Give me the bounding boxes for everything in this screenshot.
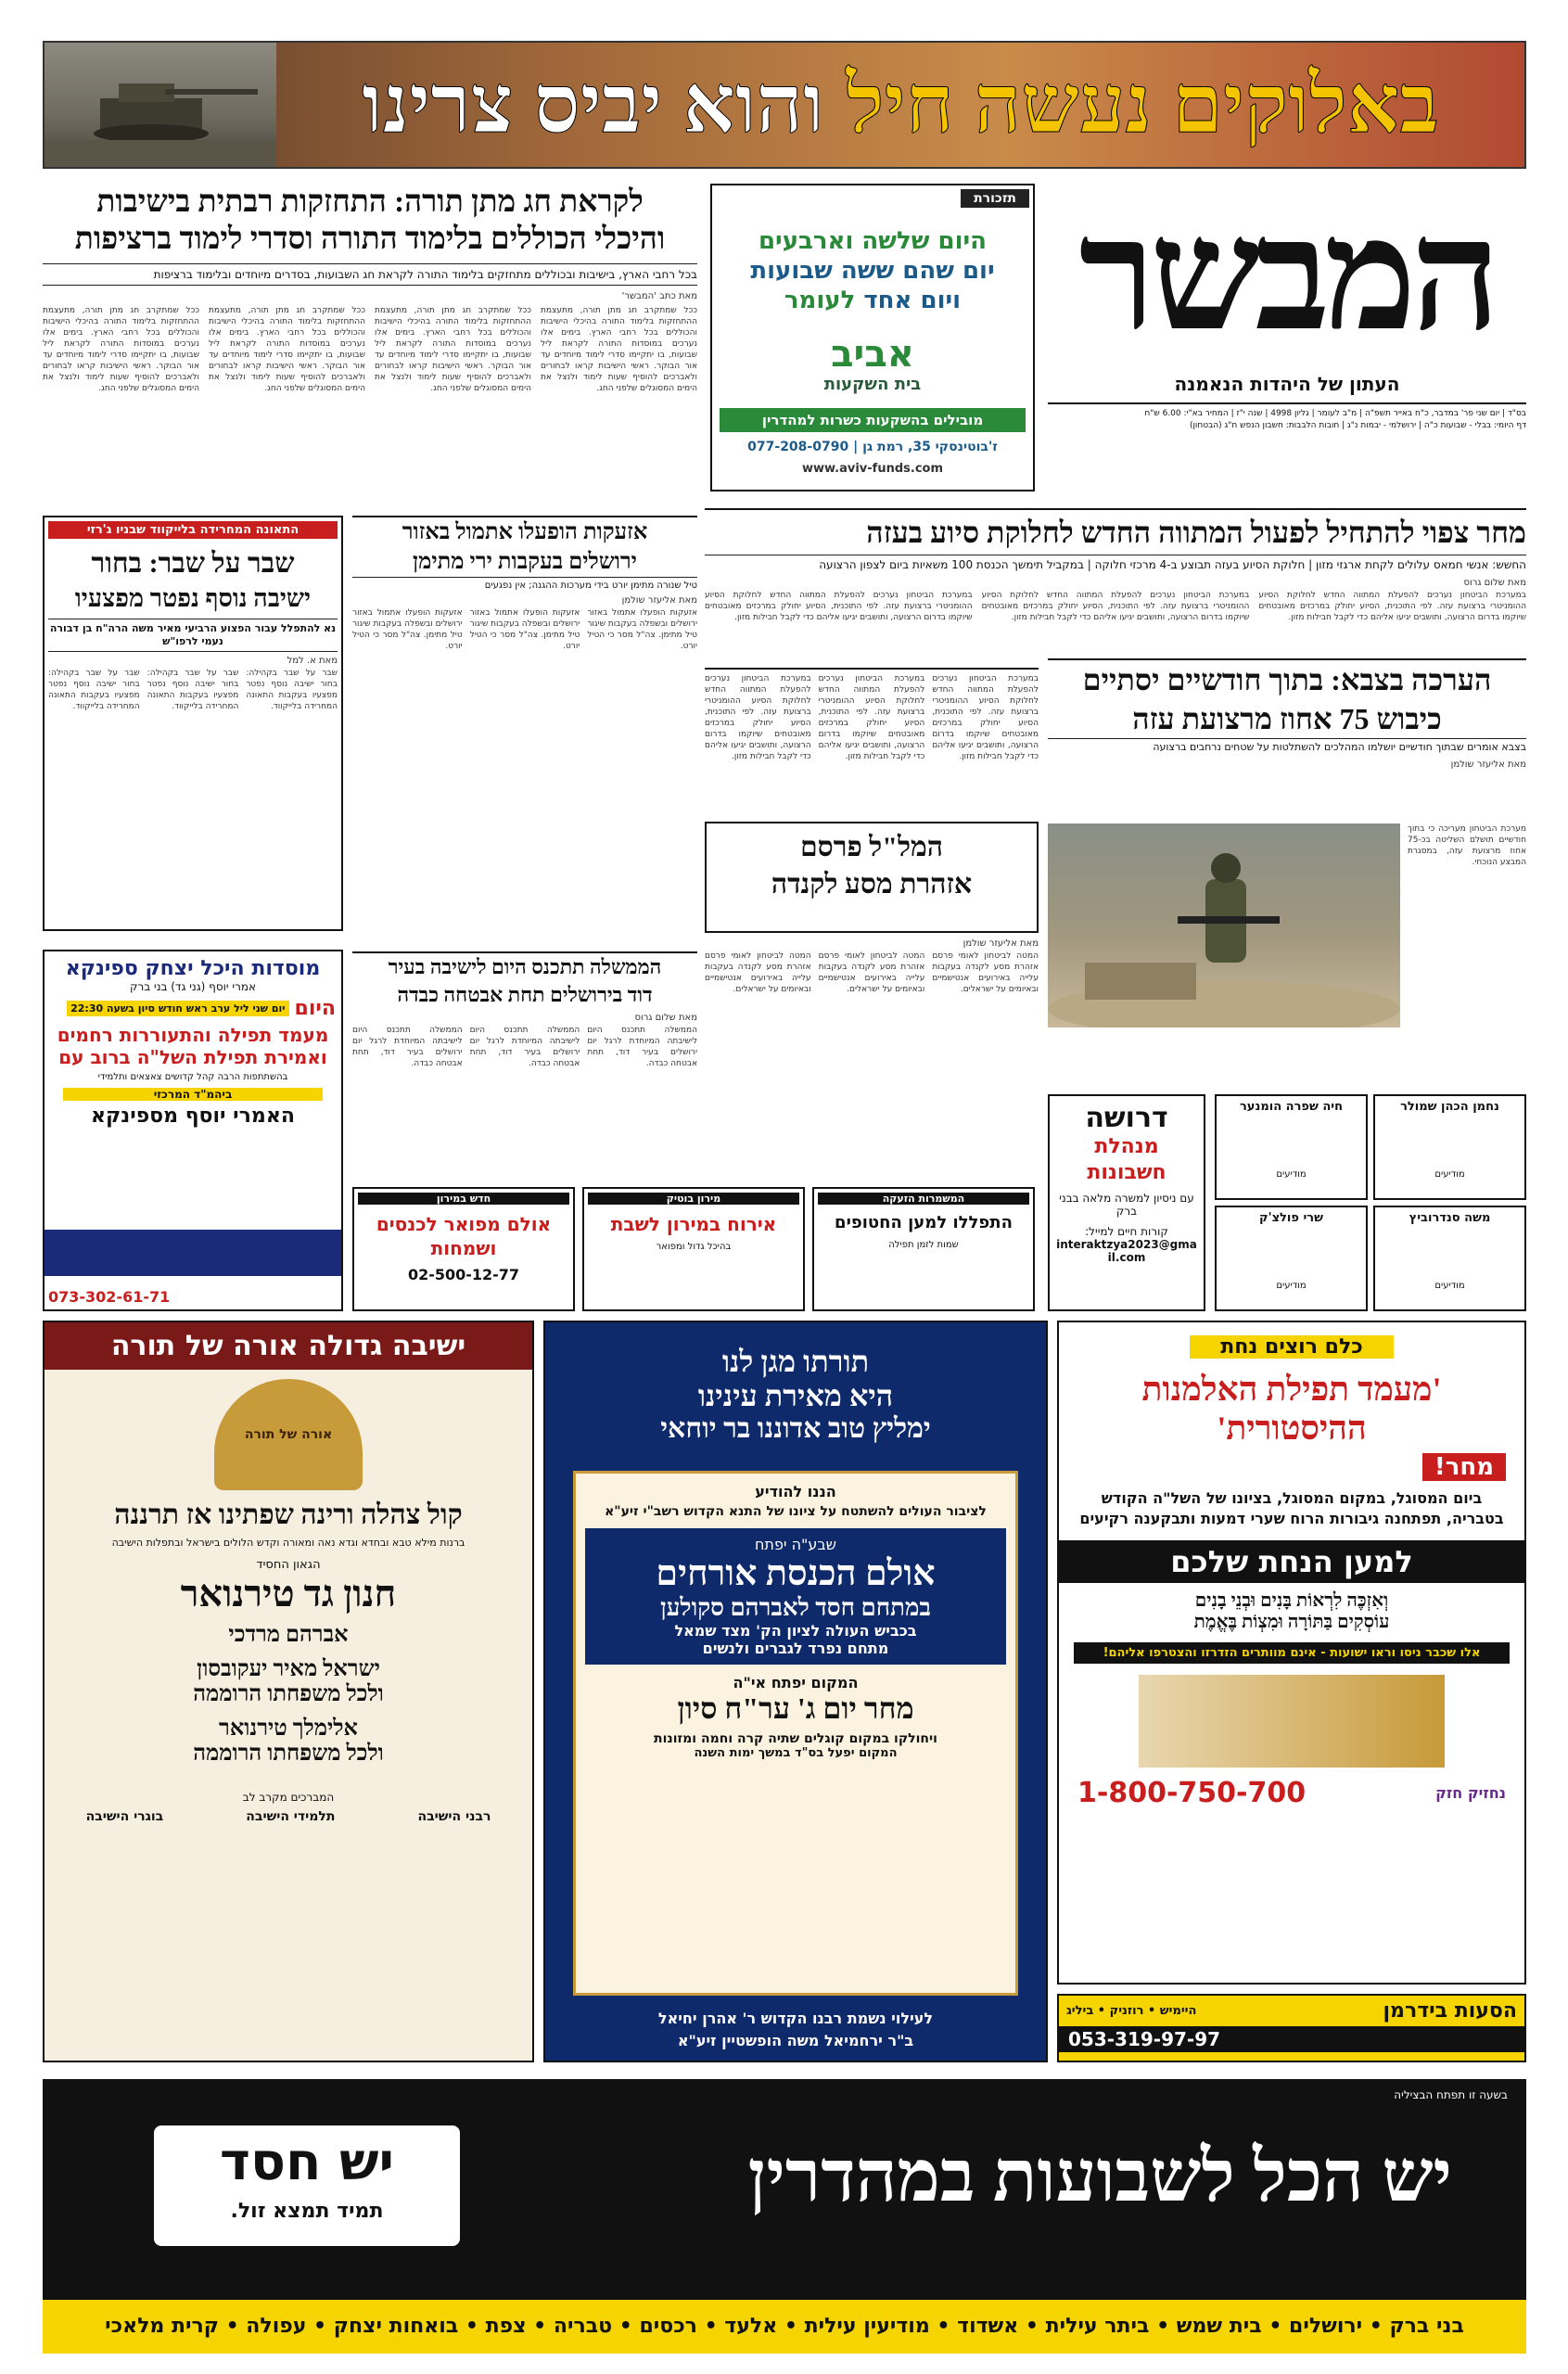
hillula-memorial2: ב"ר ירחמיאל משה הופשטיין זיע"א [677,2032,914,2049]
hillula-hall4: מתחם נפרד לגברים ולנשים [702,1640,889,1657]
lakewood-tag: התאונה המחרידה בלייקווד שבניו ג'רזי [48,521,338,539]
lakewood-body-1: שבר על שבר בקהילה: בחור ישיבה נוסף נפטר מפצעיו בעקבות התאונה המחרידה בלייקווד. [246,669,338,711]
nachas-org: נחזיק חזק [1435,1784,1506,1802]
masthead-dateline: בס"ד | יום שני פר' במדבר, כ"ח באייר תשפ"ה | מ"ב לעומר | גליון 4998 | שנה י"ז | המחיר בא"י: 6.00 ש"ח [1144,409,1526,418]
small-ads-row [352,1187,1035,1311]
mourning-grid [1215,1094,1526,1311]
small-ad-1-title: מירון בוטיק [588,1193,799,1205]
sfinka-line2: מעמד תפילה והתעוררות רחמים [57,1024,329,1046]
small-ad-2-main: אולם מפואר לכנסים ושמחות [376,1213,552,1259]
nachas-desc: ביום המסוגל, במקום המסוגל, בציונו של השל"ה הקודש בטבריה, תפתחנה גיבורות הרוח שערי דמעות ותבקענה רקיעים [1079,1489,1504,1527]
shuttle-phone[interactable]: 053-319-97-97 [1059,2026,1524,2052]
settle-body-3: אזעקות הופעלו אתמול באזור ירושלים ובשפלה בעקבות שיגור טיל מתימן. צה"ל מסר כי הטיל יורט. [351,608,463,651]
bottom-small: בשעה זו תפתח הבציליה [1394,2088,1508,2101]
mourning-3-title: מודיעים [1276,1281,1307,1291]
war-story [1048,658,1526,1085]
bottom-slogan: יש הכל לשבועות במהדרין [747,2136,1452,2216]
masthead-tagline: העתון של היהדות הנאמנה [1174,373,1400,395]
sfinka-phone[interactable]: 073-302-61-71 [48,1288,171,1306]
tank-photo [45,43,276,167]
lead-headline2: והיכלי הכוללים בלימוד התורה וסדרי לימוד ברציפות [74,223,666,256]
job-cta: קורות חיים למייל: [1085,1225,1168,1238]
settle-byline: מאת אליעזר שולמן [621,595,697,606]
nachas-band: למען הנחת שלכם [1059,1540,1524,1583]
hillula-extra: ויחולקו במקום קוגלים שתיה קרה וחמה ומזונות [654,1731,937,1746]
yeshiva-ad[interactable] [43,1321,534,2062]
canada-body-2: המטה לביטחון לאומי פרסם אזהרת מסע לקנדה בעקבות עלייה באירועים אנטישמיים ובאיומים על ישראלים. [818,951,925,994]
hillula-extra2: המקום יפעל בס"ד במשך ימות השנה [694,1746,898,1760]
nachas-title1: 'מעמד תפילת האלמנות [1141,1371,1442,1408]
yeshiva-family2: ולכל משפחתו הרוממה [193,1682,384,1706]
yeshiva-body-3: הממשלה תתכנס היום לישיבתה המיוחדת לרגל יום ירושלים בעיר דוד, תחת אבטחה כבדה. [351,1026,463,1068]
small-ad-0-foot: שמות לזמן תפילה [888,1240,959,1250]
mourning-0-title: מודיעים [1434,1169,1465,1180]
canada-story [705,668,1039,1076]
shuttle-routes: היימיש • רוזניק • ביליג [1066,2004,1197,2018]
banner-headline-part1: באלוקים נעשה חיל [846,60,1439,150]
aid-headline: מחר צפוי להתחיל לפעול המתווה החדש לחלוקת סיוע בעזה [866,516,1526,549]
settle-story [352,516,697,942]
shuttle-title: הסעות בידרמן [1383,1999,1517,2023]
aviv-web[interactable]: www.aviv-funds.com [801,462,944,476]
aid-byline: מאת שלום גרוס [1463,578,1526,588]
bottom-brand-box [154,2125,460,2246]
hillula-opening: שבע"ה יפתח [754,1536,837,1553]
mourning-3-name: שרי פולצ'ק [1259,1211,1323,1225]
canada-body-3: המטה לביטחון לאומי פרסם אזהרת מסע לקנדה בעקבות עלייה באירועים אנטישמיים ובאיומים על ישראלים. [704,951,811,994]
soldier-photo [1048,823,1400,1027]
aviv-line1: היום שלשה וארבעים [758,227,988,255]
canada-headline1: המל"ל פרסם [799,832,944,862]
canada-byline: מאת אליעזר שולמן [962,938,1039,949]
lead-byline: מאת כתב 'המבשר' [621,291,697,301]
nachas-note: אלו שכבר ניסו וראו ישועות - אינם מוותרים הזדרזו והצטרפו אליהם! [1074,1642,1510,1664]
yeshiva-family1: ישראל מאיר יעקובסון [197,1657,380,1681]
sfinka-line3: ואמירת תפילת השל"ה ברוב עם [58,1046,327,1068]
war-sub: בצבא אומרים שבתוך חודשיים יושלמו המהלכים להשתלטות על שטחים נרחבים ברצועה [1048,738,1526,754]
sfinka-today: היום [294,997,336,1020]
small-ad-0-title: המשמרות הזעקה [818,1193,1029,1205]
mourning-1 [1215,1094,1368,1200]
small-ad-2-foot[interactable]: 02-500-12-77 [407,1266,520,1283]
hillula-line3: ימליץ טוב אדוננו בר יוחאי [660,1413,931,1444]
canada-pre-3: במערכת הביטחון נערכים להפעלת המתווה החדש לחלוקת הסיוע ההומניטרי ברצועת עזה. לפי התוכנית, הסיוע יחולק במרכזים מאובטחים שיוקמו בדרום הרצועה, ותושבים יגיעו אליהם כדי לקבל חבילות מזון. [704,674,811,761]
mourning-0 [1373,1094,1526,1200]
yeshiva-grand: אלימלך טירנואר [219,1717,358,1741]
war-headline1: הערכה בצבא: בתוך חודשיים יסתיים [1082,663,1492,696]
settle-headline2: ירושלים בעקבות ירי מתימן [413,550,637,574]
bottom-cities: בני ברק • ירושלים • בית שמש • ביתר עילית • אשדוד • מודיעין עילית • אלעד • רכסים • טבריה • צפת • בואחות יצחק • עפולה • קרית מלאכי [43,2300,1526,2354]
yeshiva-rav: חנון גד טירנואר [180,1573,397,1615]
canada-headline2: אזהרת מסע לקנדה [771,869,973,900]
masthead-logo: המבשר [1078,190,1496,363]
banner-headline-part2: והוא יביס צרינו [362,60,824,150]
nachas-verse1: וְאִזְכֶּה לִרְאוֹת בָּנִים וּבְנֵי בָנִים [1194,1590,1389,1611]
lakewood-headline1: שבר על שבר: בחור [91,548,295,579]
lakewood-body-3: שבר על שבר בקהילה: בחור ישיבה נוסף נפטר מפצעיו בעקבות התאונה המחרידה בלייקווד. [47,669,140,711]
bottom-ad[interactable] [43,2079,1526,2354]
small-ad-1-foot: בהיכל גדול ומפואר [656,1242,732,1252]
mourning-0-name: נחמן הכהן שמולר [1400,1100,1499,1114]
hillula-announce: הננו להודיע [755,1483,836,1500]
lead-body-col1: ככל שמתקרב חג מתן תורה, מתעצמת ההתחזקות בלימוד התורה בהיכלי הישיבות והכוללים בכל רחבי הארץ. בימים אלו נערכים במוסדות התורה לקראת ליל שבועות, בו יתקיימו סדרי לימוד מיוחדים עד אור הבוקר. ראשי הישיבות קראו לבחורים ולאברכים להוסיף שעות לימוד ולנצל את הימים המסוגלים שלפני החג. [541,306,697,393]
aviv-contact: ז'בוטינסקי 35, רמת גן | 077-208-0790 [747,440,998,454]
yeshiva-emblem-text: אורה של תורה [244,1427,333,1442]
masthead [1048,184,1526,499]
hillula-hall2: במתחם חסד לאברהם סקולען [660,1594,931,1621]
lead-body-col3: ככל שמתקרב חג מתן תורה, מתעצמת ההתחזקות בלימוד התורה בהיכלי הישיבות והכוללים בכל רחבי הארץ. בימים אלו נערכים במוסדות התורה לקראת ליל שבועות, בו יתקיימו סדרי לימוד מיוחדים עד אור הבוקר. ראשי הישיבות קראו לבחורים ולאברכים להוסיף שעות לימוד ולנצל את הימים המסוגלים שלפני החג. [209,306,365,393]
lead-headline1: לקראת חג מתן תורה: התחזקות רבתית בישיבות [96,185,644,219]
yeshiva-sig-b: תלמידי הישיבה [246,1809,336,1824]
yeshiva-emblem [214,1379,363,1490]
hillula-memorial: לעילוי נשמת רבנו הקדוש ר' אהרן יחיאל [657,2010,934,2027]
aid-body-1: במערכת הביטחון נערכים להפעלת המתווה החדש לחלוקת הסיוע ההומניטרי ברצועת עזה. לפי התוכנית, הסיוע יחולק במרכזים מאובטחים שיוקמו בדרום הרצועה, ותושבים יגיעו אליהם כדי לקבל חבילות מזון. [1258,591,1526,622]
mourning-2-title: מודיעים [1434,1281,1465,1291]
aviv-line3b: לעומר [784,287,856,314]
small-ad-1[interactable] [582,1187,805,1311]
settle-headline1: אזעקות הופעלו אתמול באזור [402,520,648,544]
yeshiva-ad-title: ישיבה גדולה אורה של תורה [45,1322,532,1370]
lakewood-notice [43,516,343,931]
nachas-tomorrow: מחר! [1422,1453,1506,1481]
lakewood-sub: נא להתפלל עבור הפצוע הרביעי מאיר משה הרה"ח בן דבורה נעמי לרפו"ש [48,619,338,652]
aviv-brand-sub: בית השקעות [823,375,922,394]
yeshiva-body-2: הממשלה תתכנס היום לישיבתה המיוחדת לרגל יום ירושלים בעיר דוד, תחת אבטחה כבדה. [469,1026,580,1068]
canada-body-1: המטה לביטחון לאומי פרסם אזהרת מסע לקנדה בעקבות עלייה באירועים אנטישמיים ובאיומים על ישראלים. [932,951,1039,994]
yeshiva-sig-a: רבני הישיבה [417,1809,491,1824]
hillula-inner [573,1471,1018,1996]
lakewood-body-2: שבר על שבר בקהילה: בחור ישיבה נוסף נפטר מפצעיו בעקבות התאונה המחרידה בלייקווד. [147,669,239,711]
lead-body-col2: ככל שמתקרב חג מתן תורה, מתעצמת ההתחזקות בלימוד התורה בהיכלי הישיבות והכוללים בכל רחבי הארץ. בימים אלו נערכים במוסדות התורה לקראת ליל שבועות, בו יתקיימו סדרי לימוד מיוחדים עד אור הבוקר. ראשי הישיבות קראו לבחורים ולאברכים להוסיף שעות לימוד ולנצל את הימים המסוגלים שלפני החג. [375,306,531,393]
job-role: מנהלת חשבונות [1087,1135,1166,1184]
hillula-when: המקום יפתח אי"ה [733,1674,859,1691]
small-ad-2-title: חדש במירון [358,1193,569,1205]
sfinka-ad[interactable] [43,950,343,1311]
aviv-brand: אביב [831,333,914,376]
hillula-hall1: אולם הכנסת אורחים [656,1554,936,1593]
hillula-line2: היא מאירת עינינו [697,1379,894,1412]
mourning-1-name: חיה שפרה הומנער [1239,1100,1344,1114]
nachas-ad[interactable] [1057,1321,1526,1985]
bottom-brand-sub: תמיד תמצא זול. [230,2200,384,2223]
lead-body-col4: ככל שמתקרב חג מתן תורה, מתעצמת ההתחזקות בלימוד התורה בהיכלי הישיבות והכוללים בכל רחבי הארץ. בימים אלו נערכים במוסדות התורה לקראת ליל שבועות, בו יתקיימו סדרי לימוד מיוחדים עד אור הבוקר. ראשי הישיבות קראו לבחורים ולאברכים להוסיף שעות לימוד ולנצל את הימים המסוגלים שלפני החג. [43,306,199,393]
settle-sub: טיל שנורה מתימן יורט בידי מערכות ההגנה; אין נפגעים [352,577,697,592]
settle-body-1: אזעקות הופעלו אתמול באזור ירושלים ובשפלה בעקבות שיגור טיל מתימן. צה"ל מסר כי הטיל יורט. [587,608,697,651]
lead-story [43,184,697,506]
yeshiva-intro: ברנות מילא טבא ובחדא וגדא נאה ומאורה וקדש הלולים בישראל ובתפלות הישיבה [111,1537,465,1549]
sfinka-title: מוסדות היכל יצחק ספינקא [65,957,321,980]
mourning-3 [1215,1206,1368,1311]
yeshiva-headline1: הממשלה תתכנס היום לישיבה בעיר [388,955,662,978]
aviv-line2: יום שהם ששה שבועות [750,257,995,285]
lakewood-byline: מאת א. למל [287,656,338,666]
small-ad-2[interactable] [352,1187,575,1311]
canada-pre-1: במערכת הביטחון נערכים להפעלת המתווה החדש לחלוקת הסיוע ההומניטרי ברצועת עזה. לפי התוכנית, הסיוע יחולק במרכזים מאובטחים שיוקמו בדרום הרצועה, ותושבים יגיעו אליהם כדי לקבל חבילות מזון. [932,674,1039,761]
nachas-image [1139,1675,1445,1768]
mourning-2-name: משה סנדרוביץ [1409,1211,1491,1225]
job-desc: עם ניסיון למשרה מלאה בבני ברק [1059,1192,1194,1218]
nachas-header: כלם רוצים נחת [1190,1335,1394,1359]
mourning-1-title: מודיעים [1276,1169,1307,1180]
mourning-2 [1373,1206,1526,1311]
aviv-ad[interactable] [710,184,1035,491]
sfinka-line4: בהשתתפות הרבה קהל קדושים צאצאים ותלמידי [97,1072,288,1082]
job-title: דרושה [1085,1102,1168,1134]
sfinka-line1: יום שני ליל ערב ראש חודש סיון בשעה 22:30 [67,1001,288,1016]
yeshiva-byline: מאת שלום גרוס [634,1013,697,1023]
war-byline: מאת אליעזר שולמן [1450,759,1526,770]
hillula-hall3: בכביש העולה לציון הק' מצד שמאל [674,1622,917,1640]
sfinka-rebbe: האמרי יוסף מספינקא [91,1104,295,1128]
yeshiva-son: אברהם מרדכי [228,1623,349,1647]
aviv-slogan: מובילים בהשקעות כשרות למהדרין [720,408,1026,432]
hillula-announce2: לציבור העולים להשתטח על ציונו של התנא הקדוש רשב"י זיע"א [605,1504,987,1519]
sfinka-sub: אמרי יוסף (גני גד) בני ברק [129,980,257,993]
aid-body-2: במערכת הביטחון נערכים להפעלת המתווה החדש לחלוקת הסיוע ההומניטרי ברצועת עזה. לפי התוכנית, הסיוע יחולק במרכזים מאובטחים שיוקמו בדרום הרצועה, ותושבים יגיעו אליהם כדי לקבל חבילות מזון. [981,591,1250,622]
aid-body-3: במערכת הביטחון נערכים להפעלת המתווה החדש לחלוקת הסיוע ההומניטרי ברצועת עזה. לפי התוכנית, הסיוע יחולק במרכזים מאובטחים שיוקמו בדרום הרצועה, ותושבים יגיעו אליהם כדי לקבל חבילות מזון. [704,591,973,622]
yeshiva-headline2: דוד בירושלים תחת אבטחה כבדה [397,983,653,1006]
aviv-line3a: ויום אחד [863,287,962,314]
lakewood-headline2: ישיבה נוסף נפטר מפצעיו [74,584,312,612]
yeshiva-rav-title: הגאון החסיד [256,1558,321,1572]
aid-story [705,508,1526,657]
top-banner [43,41,1526,169]
war-body: מערכת הביטחון מעריכה כי בתוך חודשיים תושלם השליטה בכ-75 אחוז מרצועת עזה, במסגרת המבצע הנוכחי. [1408,824,1526,867]
aid-sub: החשש: אנשי חמאס עלולים לקחת ארגזי מזון | חלוקת הסיוע בעזה תבוצע ב-4 מרכזי חלוקה | במקביל תימשך הכנסת 100 משאיות ביום לצפון הרצועה [705,555,1526,572]
nachas-verse2: עוֹסְקִים בַּתּוֹרָה וּמִצְוֹת בֶּאֱמֶת [1193,1612,1390,1632]
shuttle-ad[interactable] [1057,1994,1526,2062]
war-headline2: כיבוש 75 אחוז מרצועת עזה [1132,702,1442,735]
masthead-dateline2: דף היומי: בבלי - שבועות כ"ה | ירושלמי - יבמות נ"ג | חובות הלבבות: חשבון הנפש ח"ג (הבטחון) [1189,421,1526,430]
hillula-date: מחר יום ג' ער"ח סיון [677,1691,914,1725]
small-ad-0-main: התפללו למען החטופים [835,1213,1013,1232]
yeshiva-story [352,951,697,1180]
nachas-title2: ההיסטורית' [1217,1410,1367,1447]
canada-pre-2: במערכת הביטחון נערכים להפעלת המתווה החדש לחלוקת הסיוע ההומניטרי ברצועת עזה. לפי התוכנית, הסיוע יחולק במרכזים מאובטחים שיוקמו בדרום הרצועה, ותושבים יגיעו אליהם כדי לקבל חבילות מזון. [818,674,925,761]
bottom-brand: יש חסד [220,2132,394,2192]
job-email[interactable]: interaktzya2023@gmail.com [1056,1238,1197,1264]
nachas-phone[interactable]: 1-800-750-700 [1077,1777,1307,1809]
yeshiva-signoff: המברכים מקרב לב [242,1791,335,1804]
hillula-ad[interactable] [543,1321,1048,2062]
job-ad[interactable] [1048,1094,1205,1311]
hillula-line1: תורתו מגן לנו [721,1345,870,1378]
yeshiva-family3: ולכל משפחתו הרוממה [193,1742,384,1766]
yeshiva-sig-c: בוגרי הישיבה [85,1809,164,1824]
small-ad-1-main: אירוח במירון לשבת [610,1213,777,1235]
settle-body-2: אזעקות הופעלו אתמול באזור ירושלים ובשפלה בעקבות שיגור טיל מתימן. צה"ל מסר כי הטיל יורט. [469,608,580,651]
yeshiva-body-1: הממשלה תתכנס היום לישיבתה המיוחדת לרגל יום ירושלים בעיר דוד, תחת אבטחה כבדה. [587,1026,697,1068]
aviv-tag: תזכורת [961,189,1029,208]
sfinka-rebbe-title: ביהמ"ד המרכזי [63,1088,323,1101]
lead-subhead: בכל רחבי הארץ, בישיבות ובכוללים מתחזקים בלימוד התורה לקראת חג השבועות, בסדרים מיוחדים ובלימוד ברציפות [43,263,697,286]
small-ad-0[interactable] [812,1187,1035,1311]
yeshiva-verse: קול צהלה ורינה שפתינו אז תרננה [114,1500,463,1530]
